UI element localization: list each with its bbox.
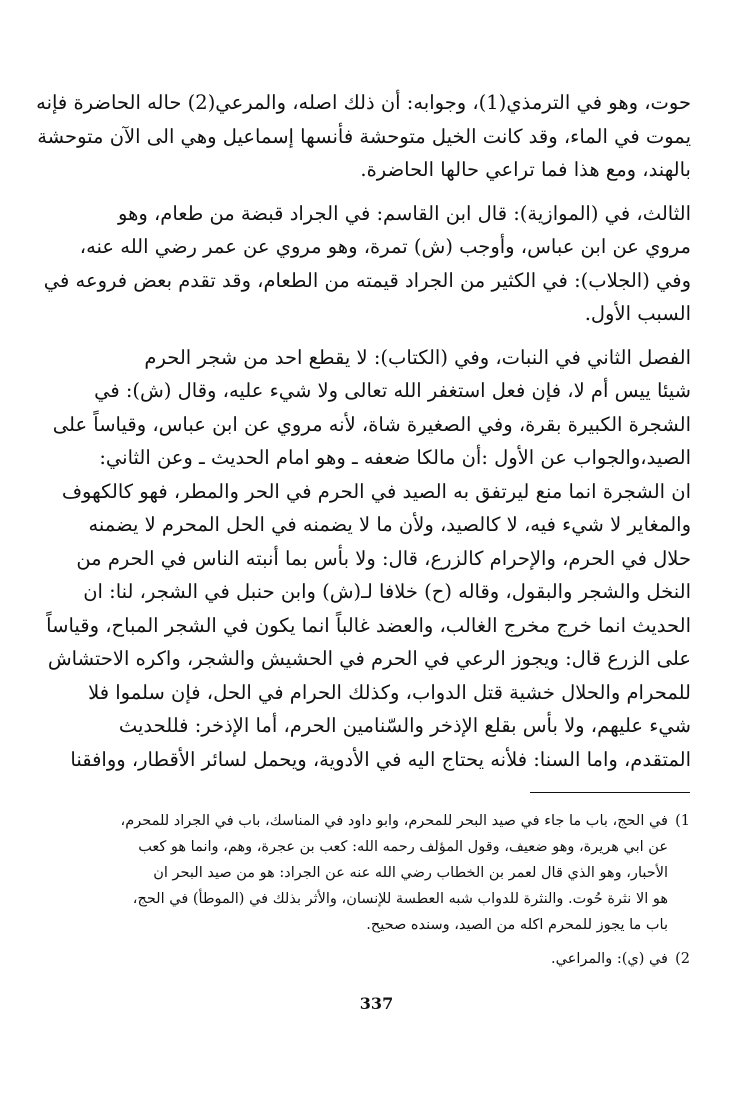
main-text [36, 86, 691, 776]
page-number: 337 [359, 994, 394, 1013]
text-line: الشجرة الكبيرة بقرة، وفي الصغيرة شاة، لأنه مروي عن ابن عباس، وقياساً على [52, 412, 691, 436]
footnote-line: الأحبار، وهو الذي قال لعمر بن الخطاب رضي الله عنه عن الجراد: هو من صيد البحر ان [153, 865, 668, 881]
text-line: الصيد،والجواب عن الأول :أن مالكا ضعفه ـ وهو امام الحديث ـ وعن الثاني: [99, 446, 691, 469]
footnote-line: عن ابي هريرة، وهو ضعيف، وقول المؤلف رحمه الله: كعب بن عجرة، وهم، وانما هو كعب [138, 839, 668, 855]
footnote-line: في (ي): والمراعي. [551, 951, 668, 967]
text-line: بالهند، ومع هذا فما تراعي حالها الحاضرة. [360, 158, 691, 181]
footnote-line: هو الا نثرة حُوت. والنثرة للدواب شبه العطسة للإنسان، والأثر بذلك في (الموطأ) في الحج، [132, 891, 668, 907]
text-line: النخل والشجر والبقول، وقاله (ح) خلافا لـ(ش) وابن حنبل في الشجر، لنا: ان [83, 580, 691, 603]
footnote-number: 1) [675, 813, 690, 829]
text-line: شيئا ييس أم لا، فإن فعل استغفر الله تعالى ولا شيء عليه، وقال (ش): في [94, 379, 691, 402]
paragraph-1 [36, 86, 691, 187]
text-line: حوت، وهو في الترمذي(1)، وجوابه: أن ذلك اصله، والمرعي(2) حاله الحاضرة فإنه [36, 91, 691, 114]
text-line: شيء عليهم، ولا بأس بقلع الإذخر والسّنامين الحرم، أما الإذخر: فللحديث [118, 714, 691, 737]
footnote-body [80, 946, 668, 972]
footnote-2 [80, 946, 690, 972]
footnote-1 [80, 808, 690, 938]
text-line: للمحرام والحلال خشية قتل الدواب، وكذلك الحرام في الحل، فإن سلموا فلا [88, 680, 691, 704]
text-line: يموت في الماء، وقد كانت الخيل متوحشة فأنسها إسماعيل وهي الى الآن متوحشة [37, 124, 691, 148]
paragraph-3 [46, 341, 691, 777]
text-line: مروي عن ابن عباس، وأوجب (ش) تمرة، وهو مروي عن عمر رضي الله عنه، [79, 235, 691, 258]
text-line: الثالث، في (الموازية): قال ابن القاسم: في الجراد قبضة من طعام، وهو [118, 201, 691, 225]
text-line: حلال في الحرم، والإحرام كالزرع، قال: ولا بأس بما أنبته الناس في الحرم من [76, 546, 691, 570]
footnotes [80, 808, 690, 972]
text-line: الفصل الثاني في النبات، وفي (الكتاب): لا يقطع احد من شجر الحرم [144, 345, 691, 369]
text-line: على الزرع قال: ويجوز الرعي في الحرم في الحشيش والشجر، واكره الاحتشاش [47, 647, 691, 670]
paragraph-2 [43, 197, 691, 331]
footnote-body [80, 808, 668, 938]
text-line: وفي (الجلاب): في الكثير من الجراد قيمته من الطعام، وقد تقدم بعض فروعه في [43, 268, 691, 292]
footnote-separator [530, 792, 690, 793]
footnote-line: باب ما يجوز للمحرم اكله من الصيد، وسنده صحيح. [366, 917, 668, 933]
text-line: المتقدم، واما السنا: فلأنه يحتاج اليه في الأدوية، ويحمل لسائر الأقطار، ووافقنا [70, 747, 691, 771]
text-line: السبب الأول. [584, 302, 691, 325]
footnote-number: 2) [675, 951, 690, 967]
text-line: الحديث انما خرج مخرج الغالب، والعضد غالباً انما يكون في الشجر المباح، وقياساً [46, 613, 691, 637]
text-line: والمغاير لا شيء فيه، لا كالصيد، ولأن ما لا يضمنه في الحل المحرم لا يضمنه [88, 513, 691, 536]
footnote-line: في الحج، باب ما جاء في صيد البحر للمحرم، وابو داود في المناسك، باب في الجراد للمحرم، [120, 813, 668, 829]
text-line: ان الشجرة انما منع ليرتفق به الصيد في الحرم في الحر والمطر، فهو كالكهوف [61, 479, 691, 503]
